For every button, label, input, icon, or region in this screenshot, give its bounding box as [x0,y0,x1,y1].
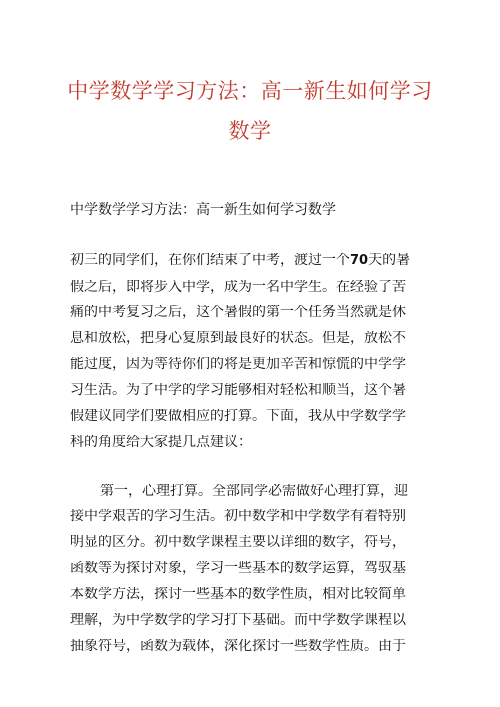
paragraph-1-line-8: 科的角度给大家提几点建议： [70,435,252,449]
paragraph-1-line-5: 能过度，因为等待你们的将是更加辛苦和惊慌的中学学 [70,357,406,371]
paragraph-2-line-2: 接中学艰苦的学习生活。初中数学和中学数学有着特别 [70,509,406,523]
document-title-line-2: 数学 [228,119,272,143]
paragraph-2-line-5: 本数学方法，探讨一些基本的数学性质，相对比较简单 [70,587,406,601]
paragraph-2-line-6: 理解，为中学数学的学习打下基础。而中学数学课程以 [70,613,406,627]
paragraph-2-line-7: 抽象符号，函数为载体，深化探讨一些数学性质。由于 [70,639,406,653]
document-title-line-1: 中学数学学习方法：高一新生如何学习 [67,79,433,103]
paragraph-1-line-6: 习生活。为了中学的学习能够相对轻松和顺当，这个暑 [70,383,406,397]
paragraph-2-line-3: 明显的区分。初中数学课程主要以详细的数字，符号， [70,535,406,549]
paragraph-1-line-3: 痛的中考复习之后，这个暑假的第一个任务当然就是休 [70,305,406,319]
paragraph-1-line-2: 假之后，即将步入中学，成为一名中学生。在经验了苦 [70,280,406,294]
document-subtitle: 中学数学学习方法：高一新生如何学习数学 [70,202,336,218]
paragraph-2-line-1: 第一，心理打算。全部同学必需做好心理打算，迎 [100,484,408,498]
paragraph-1-line-4: 息和放松，把身心复原到最良好的状态。但是，放松不 [70,331,406,345]
paragraph-1-line-7: 假建议同学们要做相应的打算。下面，我从中学数学学 [70,409,406,423]
paragraph-1-line-1-text-b: 天的暑 [368,253,411,267]
paragraph-1-day-count: 70 [350,253,369,267]
paragraph-1-line-1-text-a: 初三的同学们，在你们结束了中考，渡过一个 [70,253,350,267]
paragraph-1-line-1 [70,253,430,267]
paragraph-2-line-4: 函数等为探讨对象，学习一些基本的数学运算，驾驭基 [70,561,406,575]
